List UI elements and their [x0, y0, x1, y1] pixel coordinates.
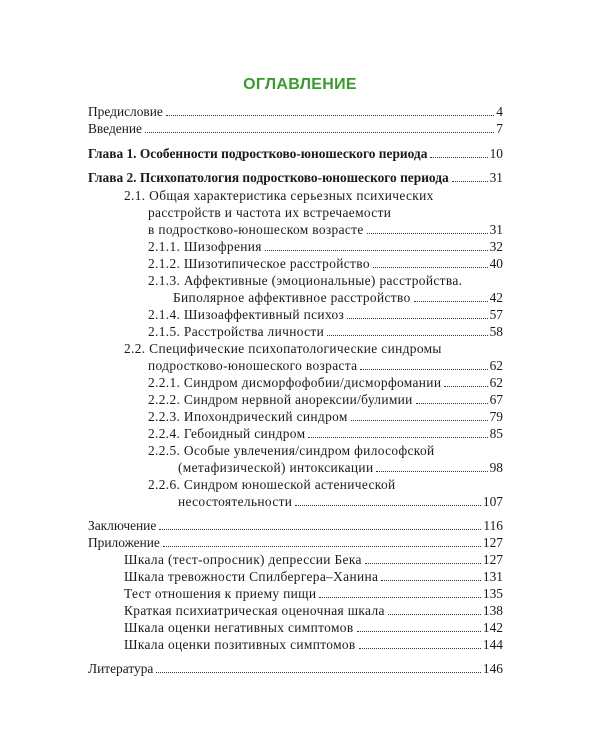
leader-dots: [452, 180, 488, 182]
toc-entry-text: 2.1.1. Шизофрения: [148, 239, 262, 254]
leader-dots: [327, 334, 488, 336]
toc-entry-text: Шкала (тест-опросник) депрессии Бека: [124, 552, 362, 567]
toc-page-number: 10: [489, 146, 503, 161]
toc-page-number: 127: [482, 552, 503, 567]
toc-page-number: 31: [489, 222, 503, 237]
toc-page-number: 146: [482, 661, 503, 676]
leader-dots: [351, 419, 488, 421]
leader-dots: [430, 156, 487, 158]
leader-dots: [414, 300, 488, 302]
toc-entry-text: Глава 2. Психопатология подростково-юношеского периода: [88, 170, 449, 185]
toc-entry-text: Краткая психиатрическая оценочная шкала: [124, 603, 385, 618]
toc-entry-text: 2.1.2. Шизотипическое расстройство: [148, 256, 370, 271]
toc-entry-text: Заключение: [88, 518, 157, 533]
toc-entry-text: в подростково-юношеском возрасте: [148, 222, 364, 237]
leader-dots: [376, 470, 487, 472]
leader-dots: [166, 114, 494, 116]
leader-dots: [156, 671, 481, 673]
toc-page-number: 57: [489, 307, 503, 322]
toc-entry-text: несостоятельности: [178, 494, 293, 509]
leader-dots: [319, 596, 481, 598]
toc-page-number: 131: [482, 569, 503, 584]
toc-entry-text: 2.2.3. Ипохондрический синдром: [148, 409, 348, 424]
toc-entry-text: 2.2.1. Синдром дисморфофобии/дисморфомании: [148, 375, 442, 390]
toc-page-number: 144: [482, 637, 503, 652]
toc-page-number: 67: [489, 392, 503, 407]
toc-entry-text: Глава 1. Особенности подростково-юношеского периода: [88, 146, 428, 161]
toc-entry-text: 2.1.5. Расстройства личности: [148, 324, 325, 339]
toc-page-number: 58: [489, 324, 503, 339]
leader-dots: [359, 647, 481, 649]
toc-title: ОГЛАВЛЕНИЕ: [243, 76, 357, 93]
leader-dots: [367, 232, 488, 234]
toc-entry-text: (метафизической) интоксикации: [178, 460, 374, 475]
toc-page-number: 116: [483, 518, 503, 533]
leader-dots: [295, 504, 481, 506]
toc-page-number: 32: [489, 239, 503, 254]
toc-page-number: 107: [482, 494, 503, 509]
toc-entry-text: Тест отношения к приему пищи: [124, 586, 317, 601]
toc-entry-text: Шкала тревожности Спилбергера–Ханина: [124, 569, 379, 584]
toc-page-number: 62: [489, 375, 503, 390]
toc-page-number: 98: [489, 460, 503, 475]
toc-entry-line: 2.1.3. Аффективные (эмоциональные) расстройства.: [148, 273, 463, 288]
toc-entry-text: Предисловие: [88, 104, 163, 119]
leader-dots: [388, 613, 481, 615]
leader-dots: [444, 385, 487, 387]
leader-dots: [265, 249, 488, 251]
toc-entry-text: Введение: [88, 121, 142, 136]
leader-dots: [145, 131, 494, 133]
toc-entry-line: 2.2.6. Синдром юношеской астенической: [148, 477, 396, 492]
toc-page-number: 31: [489, 170, 503, 185]
toc-page-number: 127: [482, 535, 503, 550]
toc-entry-line: расстройств и частота их встречаемости: [148, 205, 392, 220]
leader-dots: [159, 528, 481, 530]
toc-entry-text: Литература: [88, 661, 154, 676]
toc-entry-line: 2.2.5. Особые увлечения/синдром философской: [148, 443, 435, 458]
toc-entry-text: 2.2.2. Синдром нервной анорексии/булимии: [148, 392, 413, 407]
toc-entry-text: Шкала оценки негативных симптомов: [124, 620, 354, 635]
leader-dots: [373, 266, 488, 268]
leader-dots: [347, 317, 487, 319]
leader-dots: [163, 545, 481, 547]
toc-entry-line: 2.1. Общая характеристика серьезных психических: [124, 188, 434, 203]
toc-page-number: 42: [489, 290, 503, 305]
toc-entry-text: Шкала оценки позитивных симптомов: [124, 637, 356, 652]
toc-page-number: 62: [489, 358, 503, 373]
toc-entry-text: 2.2.4. Гебоидный синдром: [148, 426, 306, 441]
toc-entry-line: 2.2. Специфические психопатологические синдромы: [124, 341, 442, 356]
toc-entry-text: Биполярное аффективное расстройство: [173, 290, 411, 305]
toc-entry-text: подростково-юношеского возраста: [148, 358, 358, 373]
toc-entry-text: 2.1.4. Шизоаффективный психоз: [148, 307, 345, 322]
toc-entry-text: Приложение: [88, 535, 160, 550]
toc-page-number: 40: [489, 256, 503, 271]
leader-dots: [360, 368, 487, 370]
toc-page-number: 79: [489, 409, 503, 424]
toc-page-number: 138: [482, 603, 503, 618]
toc-page-number: 7: [496, 121, 503, 136]
toc-page-number: 4: [496, 104, 503, 119]
leader-dots: [416, 402, 488, 404]
leader-dots: [365, 562, 481, 564]
toc-page-number: 142: [482, 620, 503, 635]
toc-page-number: 135: [482, 586, 503, 601]
leader-dots: [308, 436, 487, 438]
leader-dots: [381, 579, 481, 581]
leader-dots: [357, 630, 481, 632]
toc-page-number: 85: [489, 426, 503, 441]
